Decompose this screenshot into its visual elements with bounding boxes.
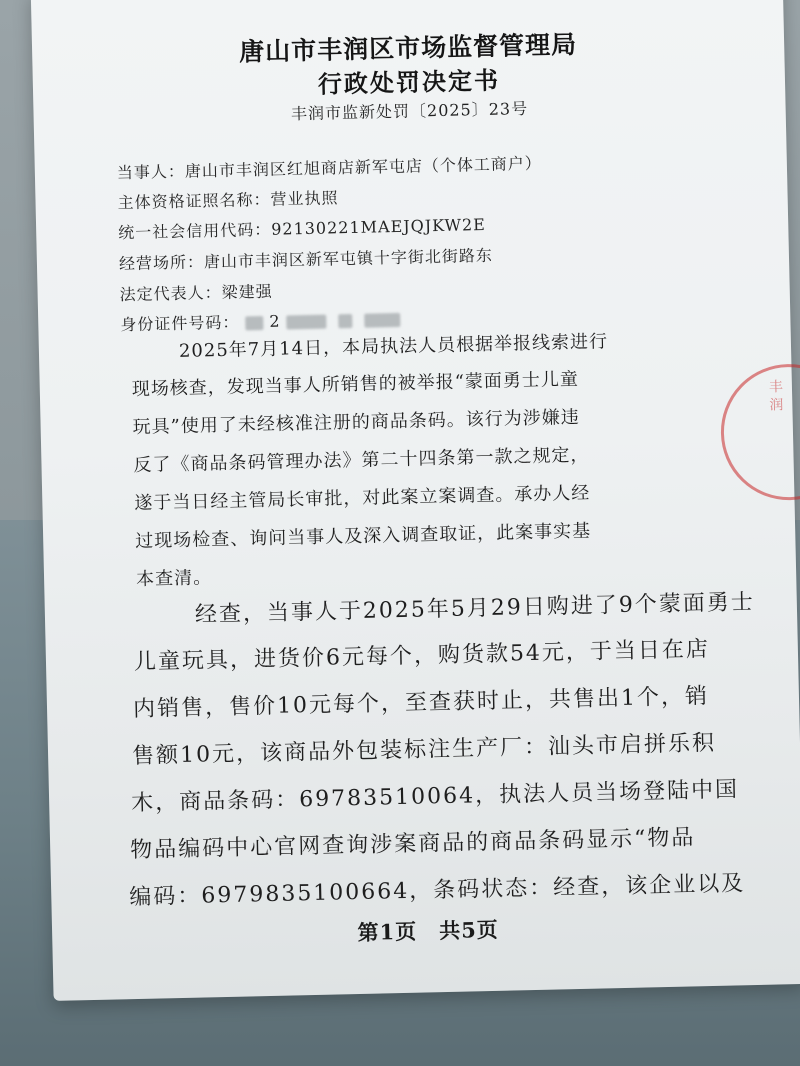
paragraph2-line: 儿童玩具，进货价6元每个，购货款54元，于当日在店 bbox=[133, 636, 711, 676]
document-title-type: 行政处罚决定书 bbox=[317, 65, 501, 99]
paragraph2-line: 编码：6979835100664，条码状态：经查，该企业以及 bbox=[129, 871, 746, 911]
document-title-agency: 唐山市丰润区市场监督管理局 bbox=[238, 29, 578, 67]
paragraph2-line: 木，商品条码：69783510064，执法人员当场登陆中国 bbox=[130, 777, 740, 817]
license-type-line: 主体资格证照名称：营业执照 bbox=[117, 188, 339, 213]
official-seal-stamp bbox=[719, 363, 800, 502]
paragraph2-line: 物品编码中心官网查询涉案商品的商品条码显示“物品 bbox=[130, 825, 696, 864]
paragraph2-line: 售额10元，该商品外包装标注生产厂：汕头市启拼乐积 bbox=[131, 730, 717, 770]
paragraph2-line: 内销售，售价10元每个，至查获时止，共售出1个，销 bbox=[132, 684, 710, 723]
paragraph1-line: 过现场检查、询问当事人及深入调查取证，此案事实基 bbox=[135, 520, 592, 552]
redaction-block bbox=[364, 312, 400, 327]
redaction-block bbox=[286, 314, 326, 329]
id-number-label: 身份证件号码： bbox=[120, 312, 240, 335]
seal-lettering: 丰润 bbox=[768, 379, 784, 414]
paragraph1-line: 2025年7月14日，本局执法人员根据举报线索进行 bbox=[178, 331, 609, 362]
document-number: 丰润市监新处罚〔2025〕23号 bbox=[290, 98, 529, 124]
paragraph1-line: 本查清。 bbox=[135, 567, 213, 590]
paragraph2-line: 经查，当事人于2025年5月29日购进了9个蒙面勇士 bbox=[194, 589, 756, 628]
party-name-line: 当事人：唐山市丰润区红旭商店新军屯店（个体工商户） bbox=[116, 153, 543, 183]
business-address-line: 经营场所：唐山市丰润区新军屯镇十字街北街路东 bbox=[118, 245, 494, 274]
document-page bbox=[31, 0, 800, 1001]
legal-representative-line: 法定代表人：梁建强 bbox=[119, 281, 273, 305]
paragraph1-line: 玩具”使用了未经核准注册的商品条码。该行为涉嫌违 bbox=[132, 406, 581, 439]
id-number-line bbox=[120, 306, 407, 335]
redaction-block bbox=[338, 313, 352, 327]
paragraph1-line: 现场核查，发现当事人所销售的被举报“蒙面勇士儿童 bbox=[131, 368, 580, 401]
credit-code-line: 统一社会信用代码：92130221MAEJQJKW2E bbox=[118, 214, 487, 243]
paragraph1-line: 反了《商品条码管理办法》第二十四条第一款之规定， bbox=[133, 444, 590, 476]
id-number-partial: 2 bbox=[269, 311, 281, 331]
paragraph1-line: 遂于当日经主管局长审批，对此案立案调查。承办人经 bbox=[134, 482, 591, 514]
page-footer: 第1页 共5页 bbox=[357, 916, 500, 946]
redaction-block bbox=[245, 316, 263, 330]
